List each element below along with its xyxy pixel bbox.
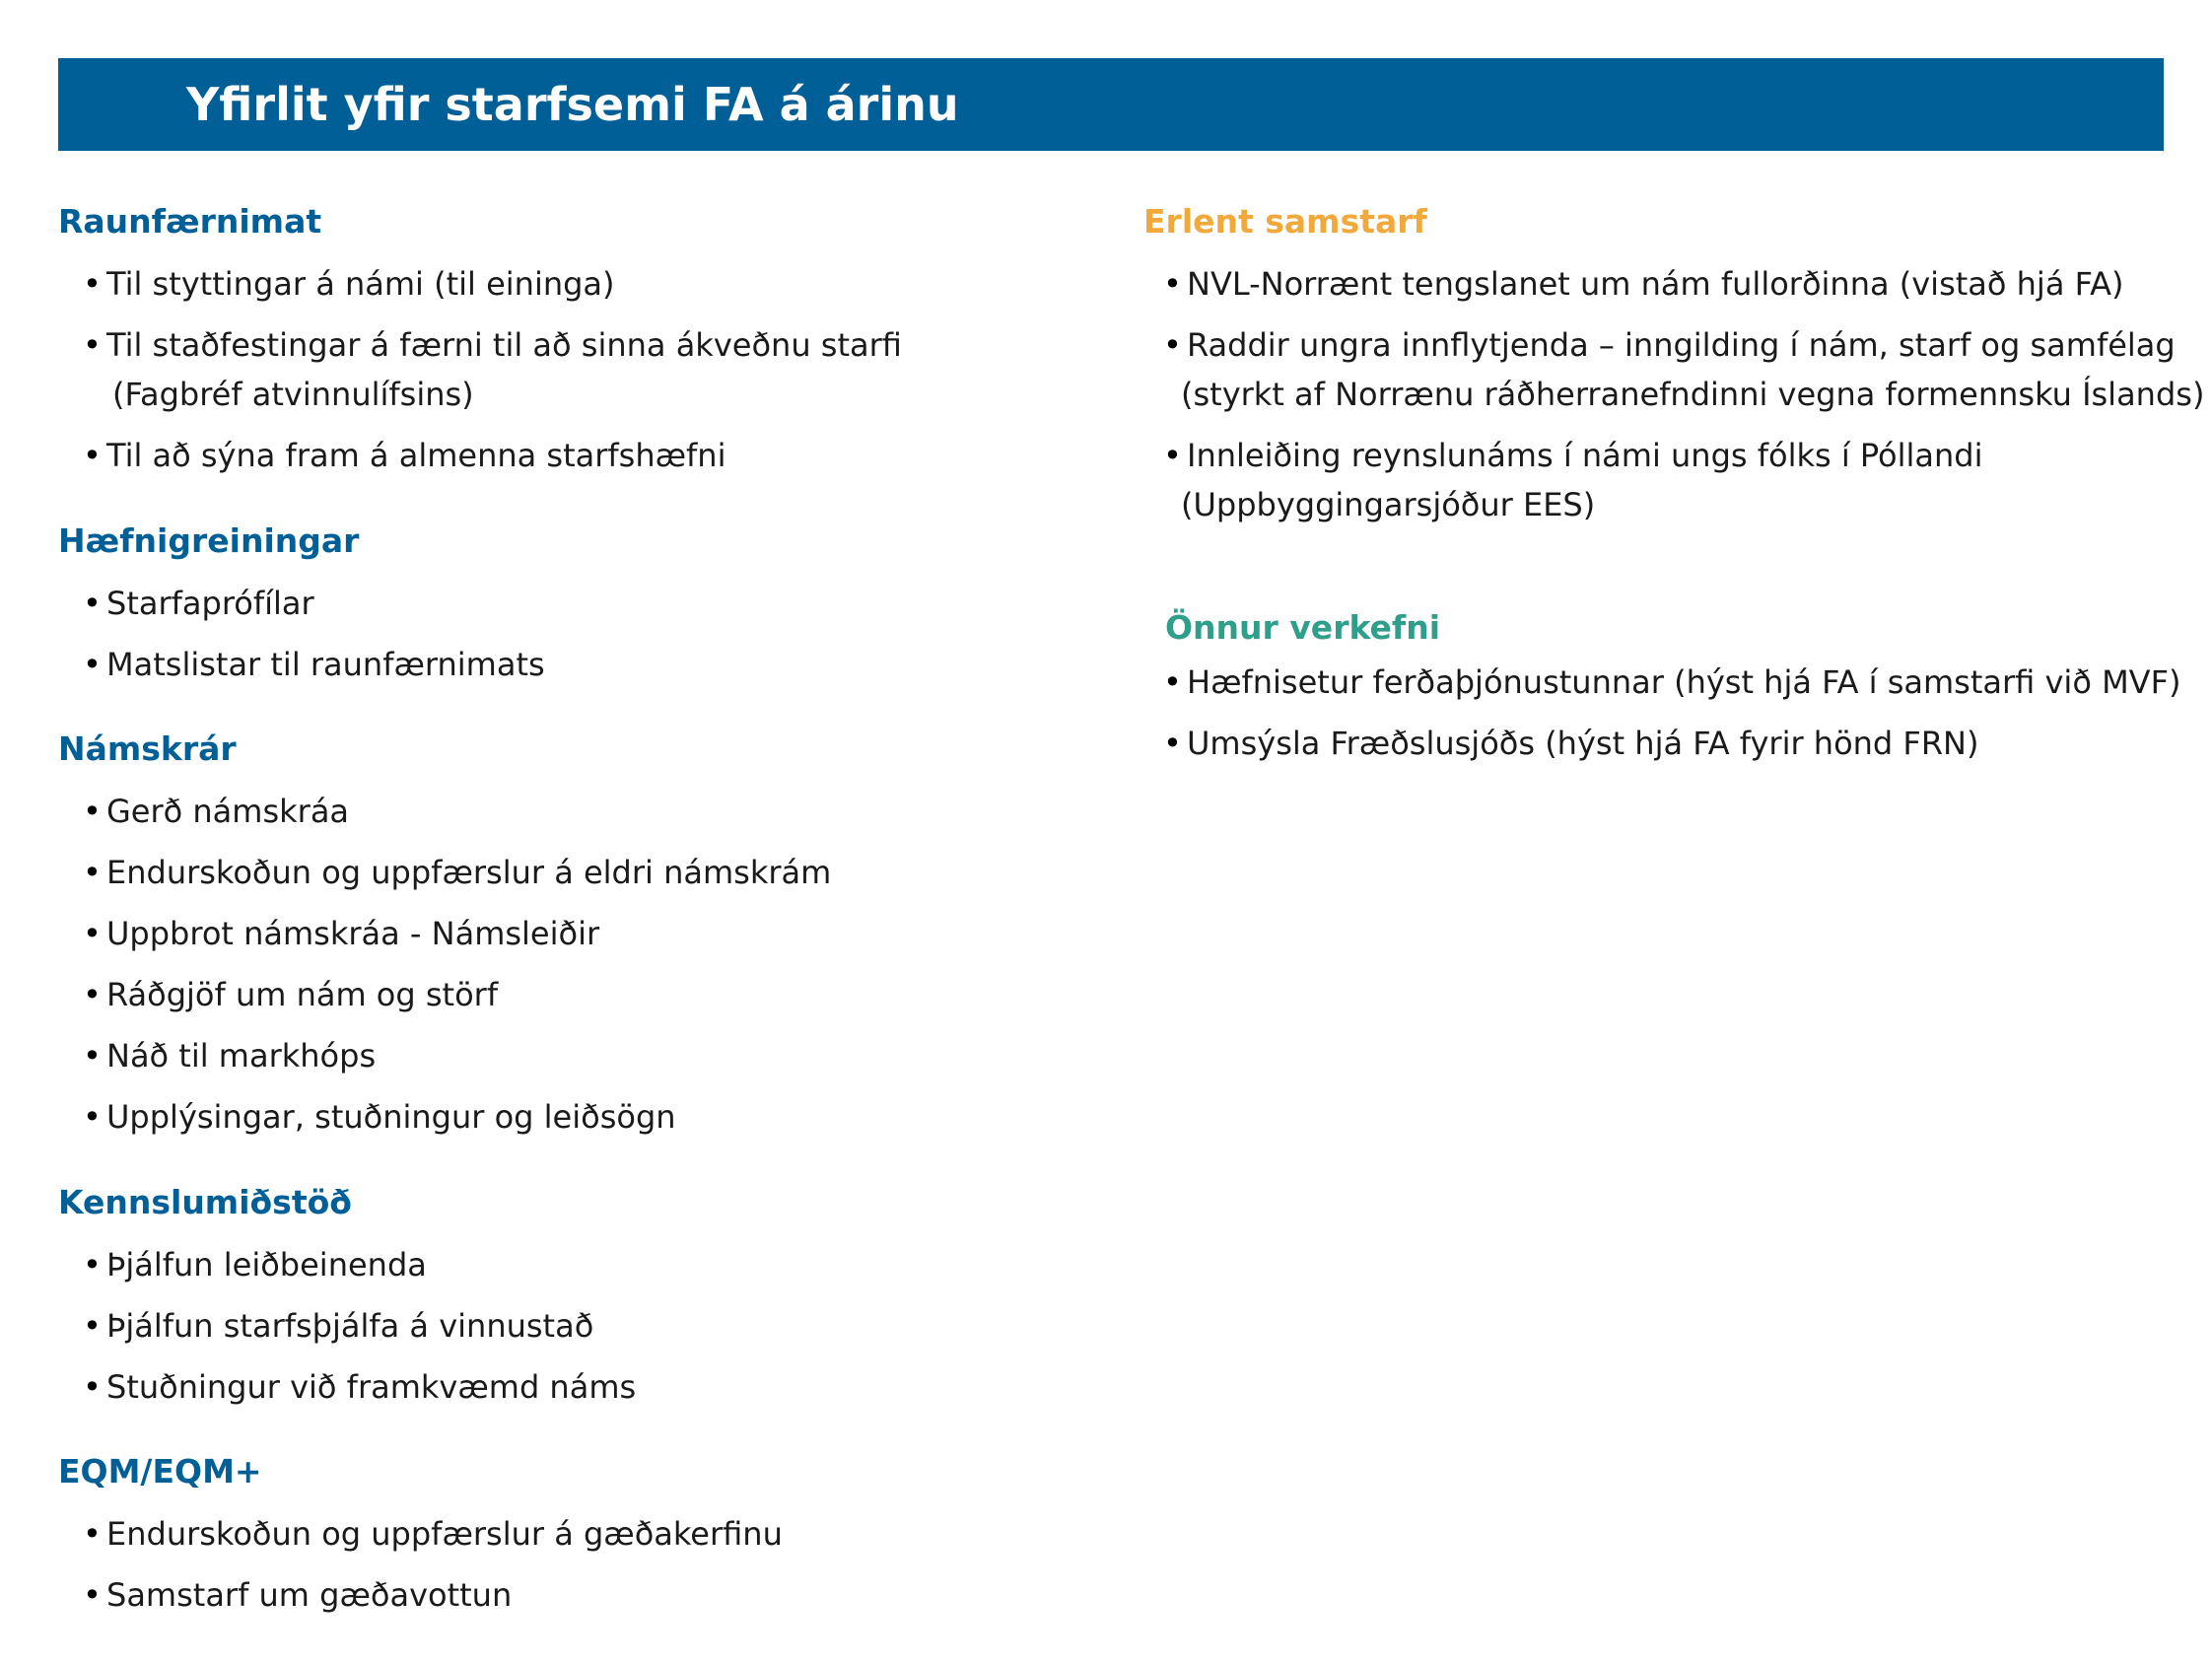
section-heading: Námskrár (58, 729, 237, 768)
list-item (83, 1240, 636, 1289)
list-item-text: Stuðningur við framkvæmd náms (106, 1368, 637, 1406)
bullet-list (1163, 658, 2180, 768)
bullet-icon: • (1163, 663, 1182, 701)
bullet-icon: • (83, 265, 102, 303)
section-erlent-samstarf (1143, 202, 2204, 529)
bullet-icon: • (83, 1246, 102, 1283)
list-item (83, 259, 902, 309)
bullet-icon: • (1163, 725, 1182, 762)
bullet-icon: • (83, 1368, 102, 1406)
bullet-icon: • (83, 1098, 102, 1136)
list-item (83, 1570, 783, 1620)
bullet-icon: • (1163, 265, 1182, 303)
list-item (83, 1031, 831, 1080)
bullet-icon: • (83, 1307, 102, 1345)
bullet-icon: • (83, 646, 102, 683)
list-item-text: Starfaprófílar (106, 585, 314, 622)
list-item-text: Matslistar til raunfærnimats (106, 646, 545, 683)
list-item-text: NVL-Norrænt tengslanet um nám fullorðinna (vistað hjá FA) (1187, 265, 2124, 303)
list-item-text: Til að sýna fram á almenna starfshæfni (106, 437, 726, 474)
section-kennslumidstod (58, 1183, 636, 1412)
page-title: Yfirlit yfir starfsemi FA á árinu (186, 78, 959, 131)
list-item (83, 431, 902, 480)
list-item (1163, 431, 2204, 529)
list-item (83, 909, 831, 958)
list-item (83, 970, 831, 1019)
section-raunfaernimat (58, 202, 902, 480)
bullet-icon: • (83, 1576, 102, 1614)
bullet-list (83, 787, 831, 1142)
section-heading: Hæfnigreiningar (58, 521, 360, 560)
title-bar (58, 58, 2164, 151)
list-item-text: Innleiðing reynslunáms í námi ungs fólks í Póllandi (1187, 437, 1983, 474)
list-item-text: Náð til markhóps (106, 1037, 377, 1075)
list-item (83, 1301, 636, 1351)
list-item-text: Gerð námskráa (106, 793, 350, 830)
list-item-text: Umsýsla Fræðslusjóðs (hýst hjá FA fyrir hönd FRN) (1187, 725, 1979, 762)
list-item-text: Endurskoðun og uppfærslur á gæðakerfinu (106, 1515, 783, 1553)
bullet-icon: • (83, 976, 102, 1013)
bullet-list (83, 1240, 636, 1412)
bullet-list (83, 579, 545, 689)
bullet-icon: • (83, 326, 102, 364)
list-item-text: Hæfnisetur ferðaþjónustunnar (hýst hjá FA í samstarfi við MVF) (1187, 663, 2181, 701)
bullet-list (83, 259, 902, 480)
list-item-subtext: (Fagbréf atvinnulífsins) (112, 376, 474, 413)
list-item-text: Til styttingar á námi (til eininga) (106, 265, 615, 303)
section-heading: Erlent samstarf (1143, 202, 1427, 241)
bullet-icon: • (83, 1037, 102, 1075)
list-item-text: Ráðgjöf um nám og störf (106, 976, 499, 1013)
list-item (83, 1092, 831, 1142)
list-item (1163, 658, 2180, 707)
list-item (1163, 719, 2180, 768)
bullet-icon: • (83, 437, 102, 474)
bullet-icon: • (83, 1515, 102, 1553)
bullet-icon: • (1163, 326, 1182, 364)
bullet-list (83, 1509, 783, 1620)
list-item-text: Upplýsingar, stuðningur og leiðsögn (106, 1098, 676, 1136)
list-item (83, 848, 831, 897)
section-heading: EQM/EQM+ (58, 1452, 262, 1491)
list-item (83, 787, 831, 836)
section-namskrar (58, 729, 831, 1142)
list-item-subtext: (styrkt af Norrænu ráðherranefndinni vegna formennsku Íslands) (1181, 376, 2205, 413)
list-item (1163, 320, 2204, 419)
list-item-text: Þjálfun leiðbeinenda (106, 1246, 427, 1283)
bullet-icon: • (1163, 437, 1182, 474)
list-item-text: Til staðfestingar á færni til að sinna ákveðnu starfi (106, 326, 902, 364)
section-onnur-verkefni (1165, 608, 2180, 768)
list-item (83, 640, 545, 689)
section-haefnigreiningar (58, 521, 545, 689)
list-item-text: Raddir ungra innflytjenda – inngilding í nám, starf og samfélag (1187, 326, 2176, 364)
section-heading: Raunfærnimat (58, 202, 322, 241)
list-item (83, 579, 545, 628)
list-item-text: Þjálfun starfsþjálfa á vinnustað (106, 1307, 594, 1345)
list-item-text: Endurskoðun og uppfærslur á eldri námskrám (106, 854, 832, 891)
list-item (83, 1362, 636, 1412)
bullet-icon: • (83, 585, 102, 622)
section-heading: Önnur verkefni (1165, 608, 1441, 647)
list-item-subtext: (Uppbyggingarsjóður EES) (1181, 486, 1596, 523)
bullet-list (1163, 259, 2204, 529)
section-heading: Kennslumiðstöð (58, 1183, 352, 1221)
bullet-icon: • (83, 854, 102, 891)
bullet-icon: • (83, 915, 102, 952)
list-item (83, 320, 902, 419)
list-item (1163, 259, 2204, 309)
list-item-text: Samstarf um gæðavottun (106, 1576, 513, 1614)
section-eqm (58, 1452, 783, 1620)
list-item (83, 1509, 783, 1559)
bullet-icon: • (83, 793, 102, 830)
list-item-text: Uppbrot námskráa - Námsleiðir (106, 915, 600, 952)
